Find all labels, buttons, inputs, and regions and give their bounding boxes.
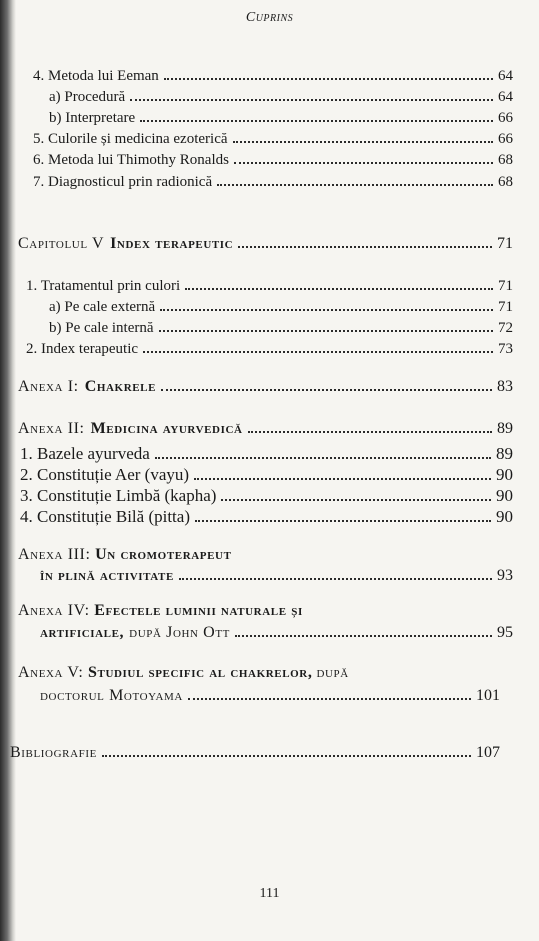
- leader-dots: [185, 288, 493, 290]
- toc-annex-heading-line: [40, 567, 513, 585]
- leader-dots: [195, 520, 491, 522]
- toc-entry: [20, 486, 513, 506]
- leader-dots: [188, 698, 471, 700]
- bibliography-title: Bibliografie: [10, 744, 97, 761]
- toc-entry-title: 6. Metoda lui Thimothy Ronalds: [33, 152, 229, 168]
- toc-page-number: 66: [498, 131, 513, 147]
- annex-title-line-2: doctorul Motoyama: [40, 687, 183, 704]
- annex-label: Anexa IV:: [18, 602, 95, 619]
- toc-entry-title: 2. Constituție Aer (vayu): [20, 465, 190, 484]
- leader-dots: [221, 499, 491, 501]
- leader-dots: [194, 478, 491, 480]
- toc-entry: [20, 444, 513, 464]
- leader-dots: [234, 162, 493, 164]
- annex-title: Chakrele: [84, 378, 157, 395]
- toc-entry: [33, 68, 513, 85]
- toc-entry: [33, 152, 513, 169]
- page-folio: 111: [259, 886, 280, 901]
- leader-dots: [102, 755, 471, 757]
- leader-dots: [130, 99, 493, 101]
- annex-label: Anexa III:: [18, 546, 96, 563]
- toc-annex-heading-line: [40, 624, 513, 642]
- toc-page-number: 89: [497, 420, 513, 437]
- annex-label: Anexa V:: [18, 664, 89, 681]
- toc-entry: [49, 89, 513, 106]
- annex-title-line-2: în plină activitate: [40, 567, 174, 584]
- toc-entry: [20, 465, 513, 485]
- toc-page-number: 83: [497, 378, 513, 395]
- toc-page-number: 89: [496, 444, 513, 463]
- leader-dots: [161, 389, 492, 391]
- toc-page-number: 73: [498, 341, 513, 357]
- leader-dots: [248, 431, 492, 433]
- toc-annex-heading-line: [18, 664, 349, 682]
- toc-page-number: 90: [496, 507, 513, 526]
- annex-title-line-1: Efectele luminii naturale și: [94, 602, 303, 619]
- toc-page-number: 71: [498, 278, 513, 294]
- annex-title-line-1: Studiul specific al chakrelor,: [88, 664, 313, 681]
- toc-entry-title: 5. Culorile și medicina ezoterică: [33, 131, 228, 147]
- toc-annex-heading: [18, 378, 513, 396]
- toc-entry: [33, 131, 513, 148]
- toc-bibliography: [10, 744, 500, 762]
- toc-page-number: 95: [497, 624, 513, 641]
- toc-entry: [49, 299, 513, 316]
- toc-entry-title: 4. Constituție Bilă (pitta): [20, 507, 190, 526]
- leader-dots: [233, 141, 493, 143]
- annex-title-line-2: artificiale,: [40, 624, 125, 641]
- annex-title-line-2-tail: după John Ott: [129, 624, 230, 641]
- page-binding-shadow: [0, 0, 16, 941]
- toc-page-number: 90: [496, 465, 513, 484]
- chapter-label: Capitolul V: [18, 235, 105, 252]
- toc-chapter-heading: [18, 235, 513, 253]
- leader-dots: [238, 246, 492, 248]
- toc-entry: [26, 278, 513, 295]
- toc-entry-title: 1. Bazele ayurveda: [20, 444, 150, 463]
- toc-entry-title: 7. Diagnosticul prin radionică: [33, 174, 213, 190]
- leader-dots: [160, 309, 493, 311]
- leader-dots: [179, 578, 492, 580]
- toc-page-number: 68: [498, 174, 513, 190]
- toc-page-number: 93: [497, 567, 513, 584]
- toc-entry: [26, 341, 513, 358]
- toc-page-number: 90: [496, 486, 513, 505]
- leader-dots: [217, 184, 493, 186]
- toc-entry-title: b) Pe cale internă: [49, 320, 154, 336]
- toc-annex-heading-line: [18, 602, 303, 620]
- toc-entry-title: 2. Index terapeutic: [26, 341, 139, 357]
- toc-page-number: 71: [498, 299, 513, 315]
- toc-page-number: 64: [498, 89, 513, 105]
- leader-dots: [140, 120, 493, 122]
- toc-annex-heading-line: [40, 687, 500, 705]
- toc-page-number: 68: [498, 152, 513, 168]
- annex-label: Anexa II:: [18, 420, 85, 437]
- toc-entry-title: 3. Constituție Limbă (kapha): [20, 486, 217, 505]
- toc-entry: [20, 507, 513, 527]
- toc-entry-title: a) Procedură: [49, 89, 126, 105]
- toc-entry: [49, 110, 513, 127]
- toc-entry-title: a) Pe cale externă: [49, 299, 156, 315]
- annex-title: Medicina ayurvedică: [90, 420, 243, 437]
- toc-entry-title: b) Interpretare: [49, 110, 136, 126]
- running-header: Cuprins: [245, 10, 294, 25]
- toc-annex-heading: [18, 420, 513, 438]
- toc-entry: [49, 320, 513, 337]
- toc-page-number: 64: [498, 68, 513, 84]
- toc-entry-title: 1. Tratamentul prin culori: [26, 278, 181, 294]
- leader-dots: [159, 330, 493, 332]
- toc-page-number: 71: [497, 235, 513, 252]
- toc-entry: [33, 174, 513, 191]
- toc-page-number: 66: [498, 110, 513, 126]
- chapter-title: Index terapeutic: [110, 235, 234, 252]
- annex-title-line-1: Un cromoterapeut: [95, 546, 232, 563]
- leader-dots: [235, 635, 492, 637]
- toc-annex-heading-line: [18, 546, 232, 564]
- leader-dots: [164, 78, 493, 80]
- leader-dots: [155, 457, 491, 459]
- annex-title-line-1-tail: după: [316, 664, 349, 681]
- leader-dots: [143, 351, 493, 353]
- annex-label: Anexa I:: [18, 378, 79, 395]
- toc-page-number: 107: [476, 744, 500, 761]
- toc-page-number: 101: [476, 687, 500, 704]
- toc-page-number: 72: [498, 320, 513, 336]
- toc-entry-title: 4. Metoda lui Eeman: [33, 68, 159, 84]
